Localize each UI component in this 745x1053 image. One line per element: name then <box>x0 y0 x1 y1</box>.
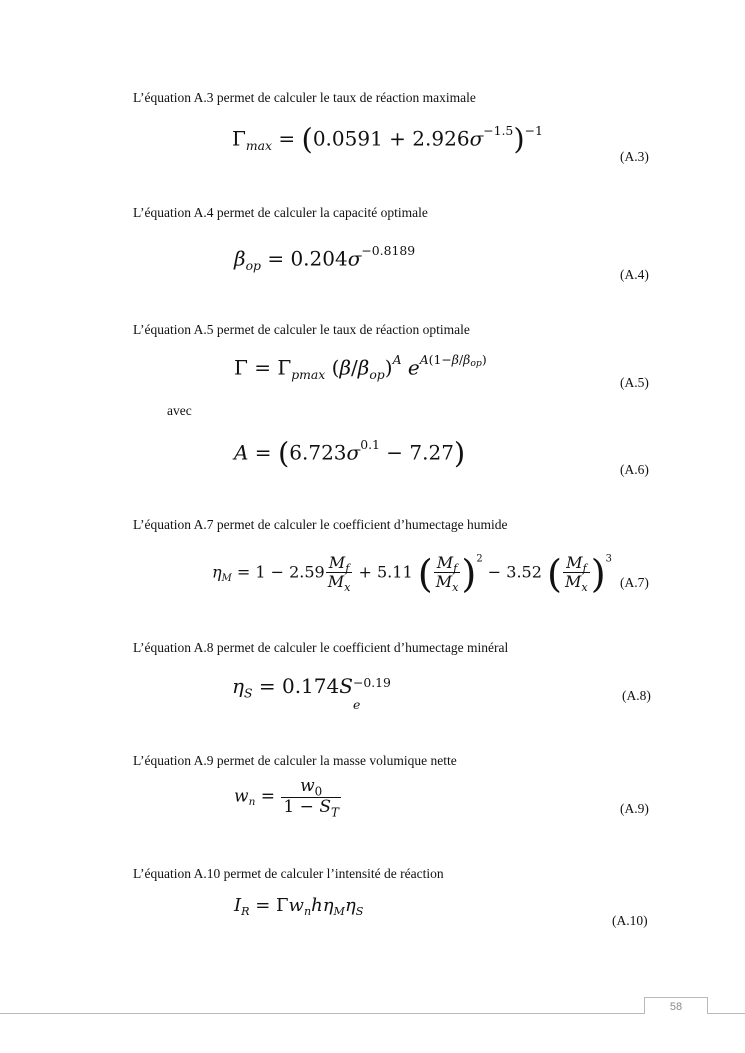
equation-a5: $\Gamma = \Gamma_{pmax}$ $(\beta/\beta_{op})^A$ $e^{A(1-\beta/\beta op)}$ <box>234 352 487 382</box>
avec-label: avec <box>167 403 192 418</box>
eqnum-a5: (A.5) <box>620 375 649 390</box>
eqnum-a9: (A.9) <box>620 801 649 816</box>
footer-rule <box>0 1013 745 1014</box>
equation-a8: $\eta_S = 0.174S$ −0.19 e <box>232 674 391 712</box>
equation-a3: $\Gamma_{max} = (0.0591 + 2.926\sigma^{-1.5})^{-1}$ <box>232 122 543 156</box>
eqnum-a8: (A.8) <box>622 688 651 703</box>
eqnum-a6: (A.6) <box>620 462 649 477</box>
intro-a10: L’équation A.10 permet de calculer l’intensité de réaction <box>133 866 444 881</box>
equation-a4: $\beta_{op} = 0.204\sigma^{-0.8189}$ <box>234 243 416 273</box>
equation-a6: $A = (6.723\sigma^{0.1} - 7.27)$ <box>234 436 466 470</box>
eqnum-a4: (A.4) <box>620 267 649 282</box>
intro-a4: L’équation A.4 permet de calculer la capacité optimale <box>133 205 428 220</box>
intro-a5: L’équation A.5 permet de calculer le taux de réaction optimale <box>133 322 470 337</box>
equation-a10: $I_R = \Gamma w_nh\eta_M\eta_S$ <box>234 895 364 918</box>
page-number: 58 <box>644 997 708 1014</box>
equation-a9: $w_n$ = $\frac{w_0}{1 - S_T}$ <box>234 776 339 819</box>
equation-a7: $\eta_M = 1 - 2.59$ $\frac{M_f}{M_x}$ + 5.11 ( $\frac{M_f}{M_x}$ )$^2$ − 3.52 ( $\frac{M_f}{M_x}$ )$^3$ <box>212 552 612 597</box>
intro-a9: L’équation A.9 permet de calculer la masse volumique nette <box>133 753 457 768</box>
intro-a8: L’équation A.8 permet de calculer le coefficient d’humectage minéral <box>133 640 509 655</box>
eqnum-a10: (A.10) <box>612 913 648 928</box>
eqnum-a3: (A.3) <box>620 149 649 164</box>
eqnum-a7: (A.7) <box>620 575 649 590</box>
intro-a3: L’équation A.3 permet de calculer le taux de réaction maximale <box>133 90 476 105</box>
intro-a7: L’équation A.7 permet de calculer le coefficient d’humectage humide <box>133 517 508 532</box>
